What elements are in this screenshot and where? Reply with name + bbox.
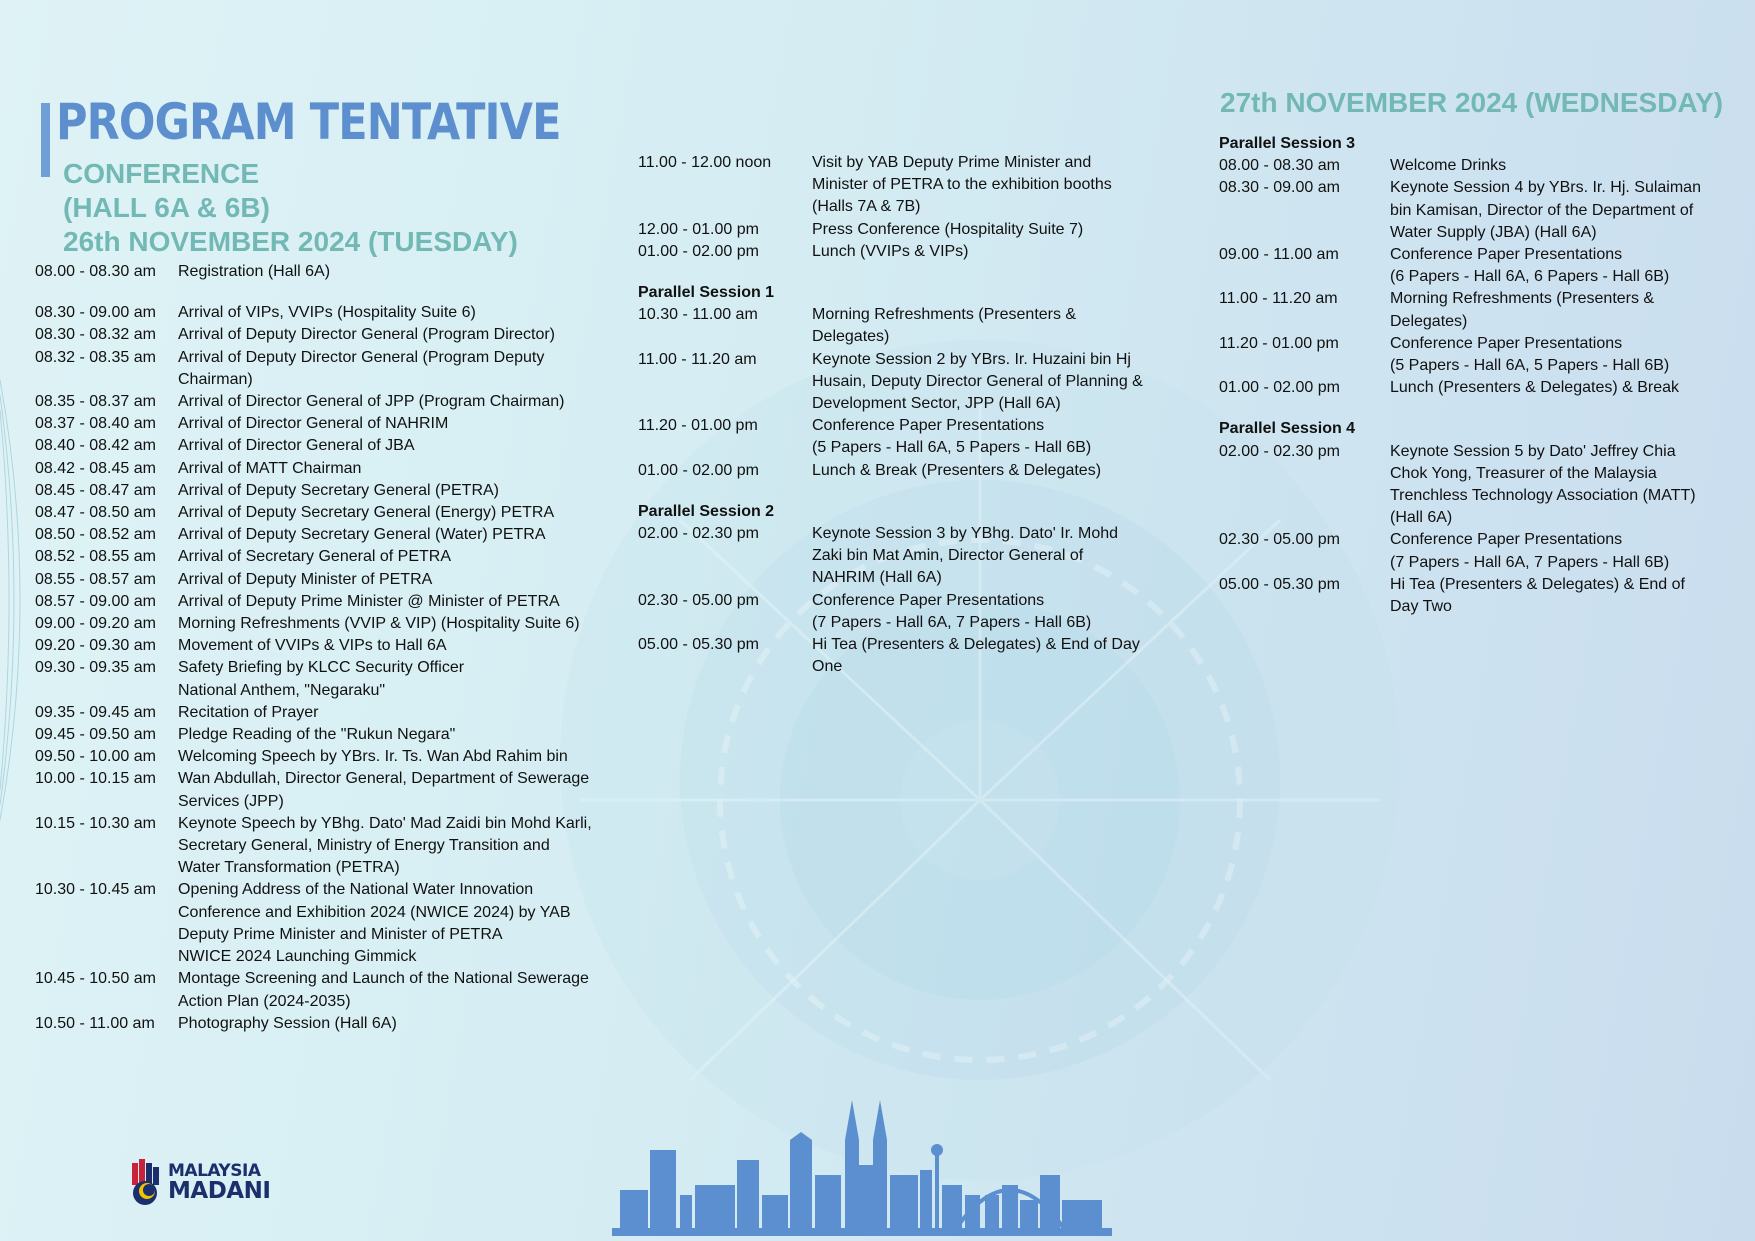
session-title: Parallel Session 2	[638, 502, 775, 520]
description-line: Zaki bin Mat Amin, Director General of	[812, 547, 1084, 565]
schedule-row	[35, 458, 620, 480]
description-line: Arrival of MATT Chairman	[178, 459, 362, 477]
schedule-description	[178, 413, 620, 435]
schedule-description	[812, 460, 1168, 482]
schedule-time: 11.20 - 01.00 pm	[1219, 334, 1339, 352]
description-line: Keynote Speech by YBhg. Dato' Mad Zaidi bin Mohd Karli,	[178, 814, 592, 832]
schedule-row	[1219, 155, 1739, 177]
description-line: Welcoming Speech by YBrs. Ir. Ts. Wan Abd Rahim bin	[178, 748, 568, 766]
description-line: Lunch & Break (Presenters & Delegates)	[812, 461, 1102, 479]
schedule-row	[35, 591, 620, 613]
schedule-description	[812, 219, 1168, 241]
schedule-row	[35, 746, 620, 768]
description-line: Pledge Reading of the "Rukun Negara"	[178, 726, 456, 744]
schedule-row	[1219, 377, 1739, 399]
description-line: Keynote Session 3 by YBhg. Dato' Ir. Mohd	[812, 525, 1119, 543]
description-line: Secretary General, Ministry of Energy Transition and	[178, 837, 550, 855]
schedule-description	[1390, 177, 1739, 244]
day2-parallel-sessions	[1219, 133, 1739, 618]
schedule-description	[178, 302, 620, 324]
description-line: Keynote Session 4 by YBrs. Ir. Hj. Sulaiman	[1390, 179, 1701, 197]
madani-emblem-icon	[128, 1155, 166, 1207]
schedule-row	[638, 634, 1168, 678]
description-line: Press Conference (Hospitality Suite 7)	[812, 220, 1084, 238]
schedule-time: 02.00 - 02.30 pm	[638, 525, 759, 543]
description-line: Visit by YAB Deputy Prime Minister and	[812, 154, 1092, 171]
description-line: Arrival of VIPs, VVIPs (Hospitality Suite 6)	[178, 304, 476, 322]
schedule-time: 08.50 - 08.52 am	[35, 526, 156, 544]
schedule-description	[1390, 244, 1739, 288]
logo-text-malaysia: MALAYSIA	[168, 1161, 261, 1181]
description-line: Chairman)	[178, 370, 253, 388]
description-line: Deputy Prime Minister and Minister of PETRA	[178, 925, 503, 943]
schedule-description	[178, 546, 620, 568]
schedule-description	[178, 1013, 620, 1035]
schedule-time: 09.50 - 10.00 am	[35, 748, 156, 766]
schedule-row	[35, 546, 620, 568]
schedule-row	[35, 261, 620, 283]
schedule-description	[1390, 155, 1739, 177]
description-line: Delegates)	[812, 328, 890, 346]
description-line: (5 Papers - Hall 6A, 5 Papers - Hall 6B)	[1390, 357, 1670, 375]
description-line: Conference Paper Presentations	[812, 591, 1045, 609]
schedule-time: 08.30 - 08.32 am	[35, 326, 156, 344]
schedule-time: 10.30 - 11.00 am	[638, 306, 758, 324]
day1-main-program	[35, 261, 620, 1035]
schedule-time: 09.20 - 09.30 am	[35, 637, 156, 655]
schedule-row	[1219, 244, 1739, 288]
description-line: Conference and Exhibition 2024 (NWICE 2024) by YAB	[178, 903, 571, 921]
schedule-description	[178, 702, 620, 724]
description-line: Conference Paper Presentations	[812, 417, 1045, 435]
schedule-time: 11.00 - 11.20 am	[1219, 290, 1338, 308]
logo-text-madani: MADANI	[168, 1178, 271, 1204]
schedule-time: 08.40 - 08.42 am	[35, 437, 156, 455]
hall-heading: (HALL 6A & 6B)	[63, 192, 270, 223]
schedule-description	[1390, 529, 1739, 573]
schedule-description	[178, 347, 620, 391]
description-line: Husain, Deputy Director General of Planning &	[812, 372, 1143, 390]
description-line: Conference Paper Presentations	[1390, 246, 1623, 264]
description-line: Arrival of Deputy Director General (Program Deputy	[178, 348, 545, 366]
description-line: Conference Paper Presentations	[1390, 334, 1623, 352]
schedule-time: 08.55 - 08.57 am	[35, 570, 156, 588]
schedule-description	[812, 634, 1168, 678]
schedule-time: 05.00 - 05.30 pm	[638, 636, 759, 654]
description-line: Arrival of Director General of JBA	[178, 437, 415, 455]
schedule-row	[638, 241, 1168, 263]
schedule-description	[178, 657, 620, 701]
schedule-description	[178, 879, 620, 968]
conference-heading: CONFERENCE	[63, 158, 260, 189]
session-title: Parallel Session 4	[1219, 420, 1356, 438]
schedule-description	[1390, 288, 1739, 332]
schedule-time: 10.00 - 10.15 am	[35, 770, 156, 788]
schedule-description	[812, 241, 1168, 263]
description-line: Trenchless Technology Association (MATT)	[1390, 487, 1696, 505]
description-line: Delegates)	[1390, 312, 1468, 330]
schedule-time: 09.00 - 11.00 am	[1219, 246, 1339, 264]
schedule-description	[1390, 441, 1739, 530]
schedule-time: 02.30 - 05.00 pm	[1219, 531, 1340, 549]
description-line: Safety Briefing by KLCC Security Officer	[178, 659, 465, 677]
schedule-time: 08.52 - 08.55 am	[35, 548, 156, 566]
schedule-row	[1219, 574, 1739, 618]
description-line: (7 Papers - Hall 6A, 7 Papers - Hall 6B)	[812, 613, 1092, 631]
description-line: Water Supply (JBA) (Hall 6A)	[1390, 223, 1597, 241]
schedule-description	[178, 391, 620, 413]
schedule-row	[638, 349, 1168, 416]
schedule-time: 11.00 - 12.00 noon	[638, 154, 772, 171]
description-line: Arrival of Secretary General of PETRA	[178, 548, 451, 566]
schedule-description	[1390, 333, 1739, 377]
schedule-time: 01.00 - 02.00 pm	[1219, 379, 1340, 397]
description-line: Chok Yong, Treasurer of the Malaysia	[1390, 464, 1657, 482]
description-line: Morning Refreshments (Presenters &	[1390, 290, 1655, 308]
description-line: Services (JPP)	[178, 792, 284, 810]
description-line: Morning Refreshments (Presenters &	[812, 306, 1077, 324]
schedule-row	[35, 657, 620, 701]
schedule-row	[35, 768, 620, 812]
day2-date-heading: 27th NOVEMBER 2024 (WEDNESDAY)	[1220, 87, 1724, 118]
schedule-row	[638, 590, 1168, 634]
schedule-row	[638, 152, 1168, 219]
description-line: One	[812, 658, 843, 676]
description-line: (7 Papers - Hall 6A, 7 Papers - Hall 6B)	[1390, 553, 1670, 571]
schedule-row	[35, 569, 620, 591]
schedule-time: 11.00 - 11.20 am	[638, 350, 757, 368]
schedule-row	[35, 968, 620, 1012]
schedule-row	[1219, 288, 1739, 332]
schedule-row	[638, 304, 1168, 348]
schedule-description	[178, 613, 620, 635]
schedule-description	[178, 569, 620, 591]
schedule-description	[178, 458, 620, 480]
schedule-time: 08.35 - 08.37 am	[35, 393, 156, 411]
description-line: Photography Session (Hall 6A)	[178, 1014, 397, 1032]
description-line: Lunch (VVIPs & VIPs)	[812, 242, 969, 260]
description-line: Opening Address of the National Water Innovation	[178, 881, 534, 899]
description-line: Arrival of Director General of NAHRIM	[178, 415, 449, 433]
schedule-description	[178, 768, 620, 812]
malaysia-madani-logo	[128, 1155, 288, 1207]
schedule-description	[178, 261, 620, 283]
description-line: Arrival of Deputy Secretary General (PETRA)	[178, 481, 499, 499]
session-title: Parallel Session 1	[638, 284, 775, 302]
description-line: Lunch (Presenters & Delegates) & Break	[1390, 379, 1680, 397]
schedule-row	[1219, 441, 1739, 530]
description-line: Keynote Session 2 by YBrs. Ir. Huzaini bin Hj	[812, 350, 1131, 368]
schedule-row	[35, 480, 620, 502]
description-line: Arrival of Director General of JPP (Program Chairman)	[178, 393, 565, 411]
description-line: Keynote Session 5 by Dato' Jeffrey Chia	[1390, 442, 1676, 460]
description-line: Minister of PETRA to the exhibition booths	[812, 176, 1112, 194]
schedule-row	[35, 613, 620, 635]
schedule-description	[178, 724, 620, 746]
description-line: National Anthem, "Negaraku"	[178, 681, 386, 699]
schedule-time: 12.00 - 01.00 pm	[638, 220, 759, 238]
description-line: (Halls 7A & 7B)	[812, 198, 921, 216]
schedule-row	[35, 879, 620, 968]
schedule-row	[35, 702, 620, 724]
description-line: Hi Tea (Presenters & Delegates) & End of Day	[812, 636, 1140, 654]
schedule-description	[812, 523, 1168, 590]
description-line: Arrival of Deputy Secretary General (Energy) PETRA	[178, 504, 555, 522]
schedule-time: 08.00 - 08.30 am	[35, 263, 156, 280]
schedule-time: 09.35 - 09.45 am	[35, 703, 156, 721]
schedule-row	[1219, 333, 1739, 377]
description-line: Registration (Hall 6A)	[178, 263, 331, 280]
schedule-time: 05.00 - 05.30 pm	[1219, 575, 1340, 593]
description-line: Day Two	[1390, 598, 1452, 616]
schedule-time: 09.00 - 09.20 am	[35, 615, 156, 633]
schedule-time: 08.45 - 08.47 am	[35, 481, 156, 499]
schedule-description	[812, 152, 1168, 219]
schedule-description	[812, 349, 1168, 416]
schedule-row	[35, 413, 620, 435]
description-line: bin Kamisan, Director of the Department of	[1390, 201, 1694, 219]
schedule-row	[638, 415, 1168, 459]
description-line: Water Transformation (PETRA)	[178, 859, 400, 877]
schedule-time: 10.30 - 10.45 am	[35, 881, 156, 899]
description-line: Wan Abdullah, Director General, Department of Sewerage	[178, 770, 590, 788]
schedule-time: 01.00 - 02.00 pm	[638, 242, 759, 260]
description-line: Conference Paper Presentations	[1390, 531, 1623, 549]
schedule-row	[35, 391, 620, 413]
schedule-time: 08.00 - 08.30 am	[1219, 157, 1340, 175]
description-line: Morning Refreshments (VVIP & VIP) (Hospitality Suite 6)	[178, 615, 580, 633]
schedule-time: 09.45 - 09.50 am	[35, 726, 156, 744]
day1-date-heading: 26th NOVEMBER 2024 (TUESDAY)	[63, 226, 518, 257]
schedule-description	[178, 435, 620, 457]
schedule-time: 08.57 - 09.00 am	[35, 592, 156, 610]
page-title: PROGRAM TENTATIVE	[56, 93, 561, 151]
description-line: Recitation of Prayer	[178, 703, 319, 721]
schedule-time: 08.37 - 08.40 am	[35, 415, 156, 433]
schedule-description	[178, 480, 620, 502]
schedule-time: 02.00 - 02.30 pm	[1219, 442, 1340, 460]
schedule-description	[178, 324, 620, 346]
description-line: NWICE 2024 Launching Gimmick	[178, 948, 417, 966]
schedule-row	[35, 1013, 620, 1035]
description-line: NAHRIM (Hall 6A)	[812, 569, 942, 587]
schedule-description	[178, 524, 620, 546]
schedule-row	[638, 219, 1168, 241]
schedule-description	[812, 590, 1168, 634]
schedule-time: 08.30 - 09.00 am	[35, 304, 156, 322]
schedule-description	[812, 304, 1168, 348]
schedule-row	[638, 460, 1168, 482]
schedule-time: 08.42 - 08.45 am	[35, 459, 156, 477]
schedule-time: 10.50 - 11.00 am	[35, 1014, 155, 1032]
schedule-time: 08.30 - 09.00 am	[1219, 179, 1340, 197]
description-line: Development Sector, JPP (Hall 6A)	[812, 395, 1061, 413]
title-accent-bar	[41, 103, 50, 177]
schedule-time: 09.30 - 09.35 am	[35, 659, 156, 677]
schedule-row	[35, 635, 620, 657]
schedule-description	[178, 746, 620, 768]
description-line: Movement of VVIPs & VIPs to Hall 6A	[178, 637, 447, 655]
schedule-row	[35, 324, 620, 346]
description-line: (5 Papers - Hall 6A, 5 Papers - Hall 6B)	[812, 439, 1092, 457]
schedule-row	[35, 502, 620, 524]
schedule-description	[178, 502, 620, 524]
schedule-time: 01.00 - 02.00 pm	[638, 461, 759, 479]
schedule-time: 11.20 - 01.00 pm	[638, 417, 758, 435]
schedule-row	[35, 302, 620, 324]
description-line: Hi Tea (Presenters & Delegates) & End of	[1390, 575, 1685, 593]
description-line: Montage Screening and Launch of the National Sewerage	[178, 970, 589, 988]
schedule-time: 10.45 - 10.50 am	[35, 970, 156, 988]
schedule-row	[35, 813, 620, 880]
schedule-description	[812, 415, 1168, 459]
schedule-time: 02.30 - 05.00 pm	[638, 591, 759, 609]
schedule-row	[35, 524, 620, 546]
day1-parallel-sessions	[638, 152, 1168, 678]
schedule-description	[178, 635, 620, 657]
schedule-time: 08.32 - 08.35 am	[35, 348, 156, 366]
schedule-time: 08.47 - 08.50 am	[35, 504, 156, 522]
description-line: Arrival of Deputy Prime Minister @ Minister of PETRA	[178, 592, 560, 610]
description-line: Action Plan (2024-2035)	[178, 992, 351, 1010]
session-title: Parallel Session 3	[1219, 135, 1356, 152]
description-line: Arrival of Deputy Secretary General (Water) PETRA	[178, 526, 546, 544]
schedule-description	[1390, 574, 1739, 618]
schedule-time: 10.15 - 10.30 am	[35, 814, 156, 832]
schedule-row	[35, 347, 620, 391]
description-line: Welcome Drinks	[1390, 157, 1507, 175]
schedule-description	[1390, 377, 1739, 399]
description-line: Arrival of Deputy Director General (Program Director)	[178, 326, 555, 344]
schedule-description	[178, 968, 620, 1012]
schedule-row	[35, 724, 620, 746]
schedule-row	[35, 435, 620, 457]
description-line: (6 Papers - Hall 6A, 6 Papers - Hall 6B)	[1390, 268, 1670, 286]
schedule-description	[178, 591, 620, 613]
description-line: Arrival of Deputy Minister of PETRA	[178, 570, 433, 588]
schedule-row	[1219, 177, 1739, 244]
schedule-row	[1219, 529, 1739, 573]
schedule-description	[178, 813, 620, 880]
description-line: (Hall 6A)	[1390, 509, 1453, 527]
schedule-row	[638, 523, 1168, 590]
